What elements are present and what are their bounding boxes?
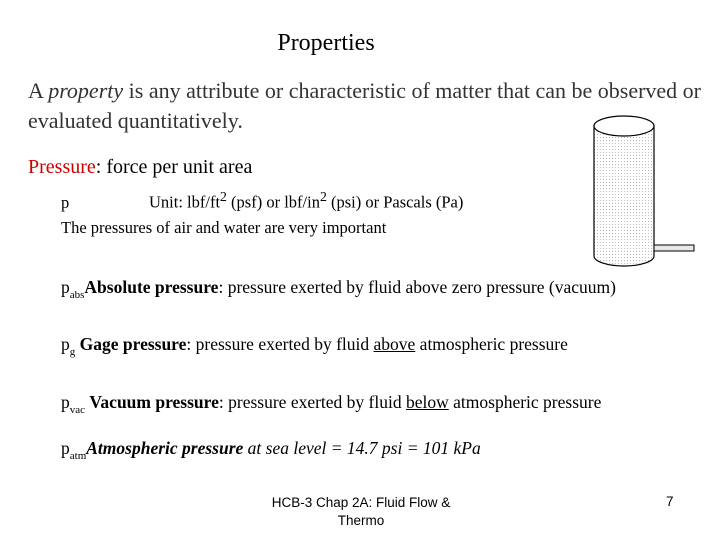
- gage-desc-post: atmospheric pressure: [415, 334, 568, 354]
- pressure-symbol: p: [61, 192, 70, 212]
- tank-cylinder-illustration: [590, 106, 696, 272]
- vacuum-underlined: below: [405, 392, 449, 412]
- intro-emphasis: property: [48, 78, 124, 103]
- unit-mid: (psf) or lbf/in: [226, 192, 320, 212]
- pressure-heading: [28, 156, 252, 179]
- vacuum-sub: vac: [69, 404, 86, 416]
- gage-sub: g: [69, 346, 76, 358]
- vacuum-var: p: [61, 392, 70, 412]
- vacuum-desc-post: atmospheric pressure: [448, 392, 602, 412]
- tank-outlet-pipe: [654, 245, 694, 251]
- gage-name: Gage pressure: [79, 334, 187, 354]
- atmospheric-desc: at sea level = 14.7 psi = 101 kPa: [243, 438, 481, 458]
- intro-rest: is any attribute or characteristic of matter that can be observed or evaluated quantitatively.: [28, 78, 702, 133]
- absolute-name: Absolute pressure: [84, 277, 219, 297]
- absolute-desc: : pressure exerted by fluid above zero pressure (vacuum): [218, 277, 616, 297]
- footer-line-1: HCB-3 Chap 2A: Fluid Flow &: [271, 495, 451, 510]
- vacuum-pressure-row: [61, 392, 602, 416]
- pressure-heading-rest: : force per unit area: [95, 156, 253, 178]
- absolute-var: p: [61, 277, 70, 297]
- footer-course: [248, 494, 474, 530]
- gage-desc-pre: : pressure exerted by fluid: [186, 334, 374, 354]
- page-number: 7: [666, 494, 674, 509]
- gage-pressure-row: [61, 334, 568, 358]
- atmospheric-var: p: [61, 438, 70, 458]
- vacuum-name: Vacuum pressure: [89, 392, 219, 412]
- atmospheric-pressure-row: [61, 438, 481, 462]
- absolute-sub: abs: [69, 289, 85, 301]
- importance-line: The pressures of air and water are very important: [61, 218, 387, 237]
- tank-body: [594, 126, 654, 266]
- pressure-label: Pressure: [28, 156, 96, 178]
- footer-line-2: Thermo: [337, 513, 385, 528]
- unit-exponent-1: 2: [220, 189, 227, 204]
- gage-var: p: [61, 334, 70, 354]
- tank-top: [594, 116, 654, 136]
- vacuum-desc-pre: : pressure exerted by fluid: [218, 392, 406, 412]
- atmospheric-sub: atm: [69, 450, 87, 462]
- gage-underlined: above: [373, 334, 416, 354]
- unit-suffix: (psi) or Pascals (Pa): [326, 192, 464, 212]
- atmospheric-name: Atmospheric pressure: [86, 438, 244, 458]
- pressure-units-line: [61, 189, 463, 213]
- slide-title: Properties: [277, 30, 375, 56]
- intro-prefix: A: [28, 78, 49, 103]
- unit-prefix: Unit: lbf/ft: [149, 192, 221, 212]
- unit-exponent-2: 2: [319, 189, 327, 204]
- absolute-pressure-row: [61, 277, 616, 301]
